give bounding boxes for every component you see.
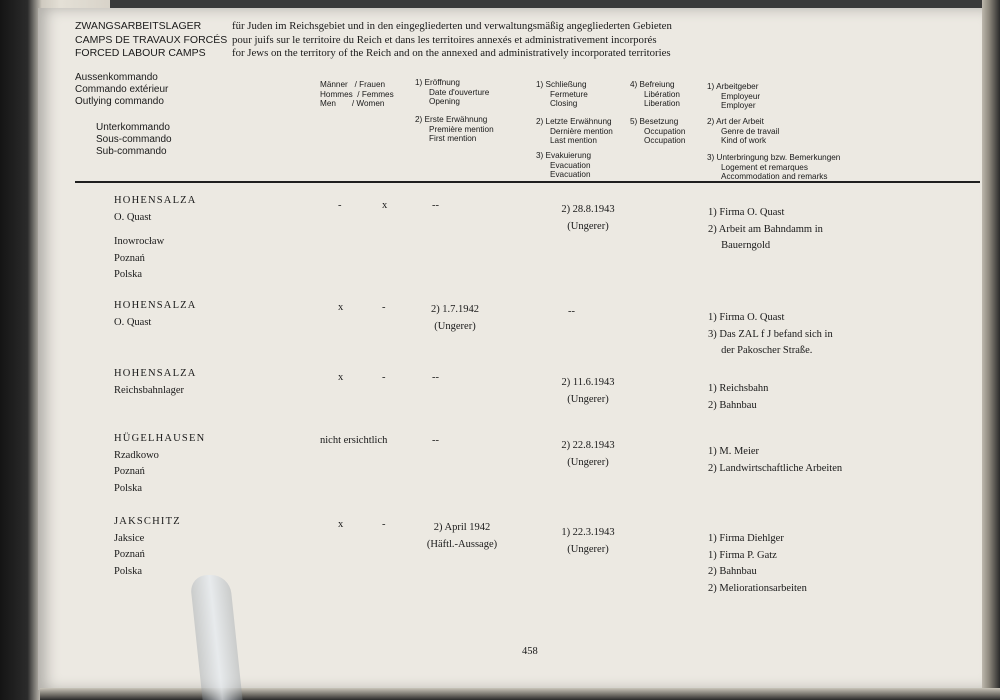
gender-column-header: Männer / Frauen Hommes / Femmes Men / Women (320, 80, 394, 109)
work-kind-column-header: 2) Art der Arbeit Genre de travail Kind of work (707, 117, 780, 146)
women-mark: - (382, 372, 386, 383)
men-mark: x (338, 372, 344, 383)
camp-type-description: für Juden im Reichsgebiet und in den eingegliederten und verwaltungsmäßig angegliederten Gebieten pour juifs sur le territoire du Reich et dans les territoires annexés et administrativement incorporés for Jews on the territory of the Reich and on the annexed and administratively incorporated territories (232, 20, 672, 59)
camp-entry-location: HOHENSALZA O. Quast (114, 300, 197, 328)
employer-remarks: 1) Firma O. Quast 3) Das ZAL f J befand sich in der Pakoscher Straße. (708, 312, 833, 356)
liberation-column-header: 4) Befreiung Libération Liberation (630, 80, 680, 109)
camp-entry-location: HÜGELHAUSEN Rzadkowo Poznań Polska (114, 433, 206, 494)
last-mention-column-header: 2) Letzte Erwähnung Dernière mention Last mention (536, 117, 613, 146)
page-number: 458 (522, 646, 538, 657)
book-page-stack-right (982, 0, 1000, 700)
employer-column-header: 1) Arbeitgeber Employeur Employer (707, 82, 761, 111)
outlying-commando-header: Aussenkommando Commando extérieur Outlying commando (75, 72, 169, 107)
first-mention-date: 2) 1.7.1942 (Ungerer) (430, 304, 480, 332)
book-page-stack-bottom (40, 688, 1000, 700)
opening-date: -- (432, 435, 439, 446)
camp-entry-location: JAKSCHITZ Jaksice Poznań Polska (114, 516, 181, 577)
remarks-column-header: 3) Unterbringung bzw. Bemerkungen Logement et remarques Accommodation and remarks (707, 153, 841, 182)
occupation-column-header: 5) Besetzung Occupation Occupation (630, 117, 686, 146)
closing-date: -- (568, 306, 575, 317)
men-mark: - (338, 200, 342, 211)
closing-date: 2) 22.8.1943 (Ungerer) (561, 440, 615, 468)
first-mention-column-header: 2) Erste Erwähnung Première mention First mention (415, 115, 494, 144)
employer-remarks: 1) Firma Diehlger 1) Firma P. Gatz 2) Bahnbau 2) Meliorationsarbeiten (708, 533, 807, 594)
women-mark: x (382, 200, 388, 211)
book-page (38, 8, 986, 690)
header-divider (75, 181, 980, 183)
first-mention-date: 2) April 1942 (Häftl.-Aussage) (426, 522, 498, 550)
closing-date: 1) 22.3.1943 (Ungerer) (561, 527, 615, 555)
evacuation-column-header: 3) Evakuierung Evacuation Evacuation (536, 151, 592, 180)
employer-remarks: 1) M. Meier 2) Landwirtschaftliche Arbeiten (708, 446, 843, 474)
closing-date: 2) 28.8.1943 (Ungerer) (561, 204, 615, 232)
opening-date: -- (432, 200, 439, 211)
employer-remarks: 1) Firma O. Quast 2) Arbeit am Bahndamm in Bauerngold (708, 207, 823, 251)
sub-commando-header: Unterkommando Sous-commando Sub-commando (96, 122, 172, 157)
men-mark: x (338, 302, 344, 313)
men-mark: x (338, 519, 344, 530)
employer-remarks: 1) Reichsbahn 2) Bahnbau (708, 383, 769, 411)
opening-column-header: 1) Eröffnung Date d'ouverture Opening (415, 78, 490, 107)
men-women-note: nicht ersichtlich (320, 435, 388, 446)
camp-type-header: ZWANGSARBEITSLAGER CAMPS DE TRAVAUX FORCÉS FORCED LABOUR CAMPS (75, 20, 228, 59)
closing-column-header: 1) Schließung Fermeture Closing (536, 80, 588, 109)
women-mark: - (382, 519, 386, 530)
women-mark: - (382, 302, 386, 313)
opening-date: -- (432, 372, 439, 383)
closing-date: 2) 11.6.1943 (Ungerer) (561, 377, 615, 405)
camp-entry-location: HOHENSALZA O. Quast Inowrocław Poznań Polska (114, 195, 197, 280)
camp-entry-location: HOHENSALZA Reichsbahnlager (114, 368, 197, 396)
